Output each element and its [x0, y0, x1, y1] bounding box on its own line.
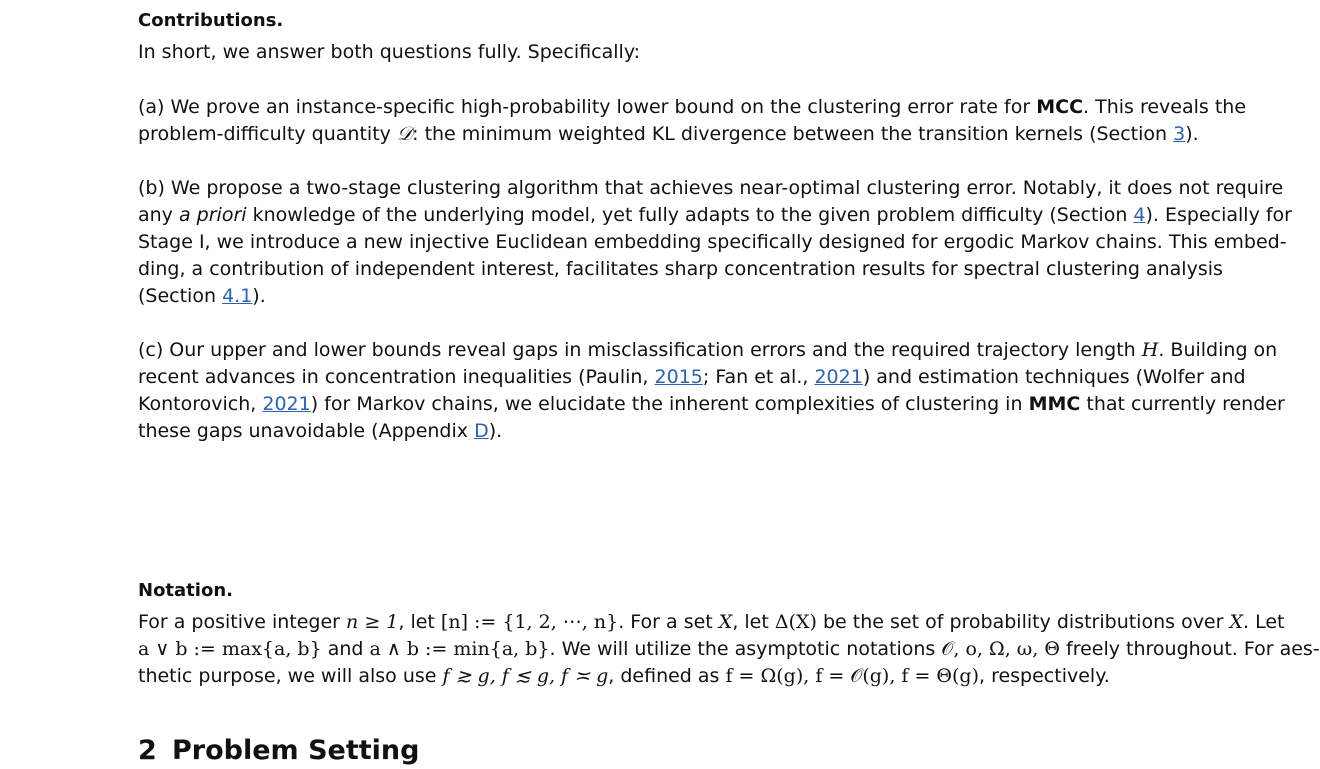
math-min: a ∧ b := min{a, b}: [369, 638, 550, 660]
mcc-label: MCC: [1036, 96, 1084, 118]
section-4-1-link[interactable]: 4.1: [222, 285, 253, 307]
citation-fan-2021[interactable]: 2021: [814, 366, 863, 388]
math-x-2: X: [1229, 611, 1244, 633]
math-definitions: f = Ω(g), f = 𝒪(g), f = Θ(g): [725, 665, 979, 687]
contribution-c-line-1: (c) Our upper and lower bounds reveal gaps in misclassification errors and the required trajectory length H. Building on: [138, 339, 1278, 361]
section-number: 2: [138, 735, 157, 766]
notation-line-2: a ∨ b := max{a, b} and a ∧ b := min{a, b}. We will utilize the asymptotic notations 𝒪, o, Ω, ω, Θ freely throughout. For aes-: [138, 638, 1320, 660]
contribution-a-line-1: (a) We prove an instance-specific high-probability lower bound on the clustering error rate for MCC. This reveals the: [138, 96, 1247, 118]
math-delta-x: Δ(X): [774, 611, 817, 633]
section-3-link[interactable]: 3: [1173, 123, 1186, 145]
contribution-c-line-4: these gaps unavoidable (Appendix D).: [138, 420, 503, 442]
math-n-geq-1: n ≥ 1: [346, 611, 399, 633]
math-relations: f ≳ g, f ≲ g, f ≍ g: [442, 665, 609, 687]
notation-heading: Notation.: [138, 580, 233, 601]
contribution-a-line-2: problem-difficulty quantity 𝒟: the minimum weighted KL divergence between the transition kernels (Section 3).: [138, 123, 1199, 145]
contribution-b-line-3: Stage I, we introduce a new injective Euclidean embedding specifically designed for ergodic Markov chains. This embed-: [138, 231, 1287, 253]
section-title: Problem Setting: [172, 735, 420, 766]
contribution-c-line-3: Kontorovich, 2021) for Markov chains, we elucidate the inherent complexities of clustering in MMC that currently render: [138, 393, 1285, 415]
appendix-d-link[interactable]: D: [474, 420, 489, 442]
contribution-c-line-2: recent advances in concentration inequalities (Paulin, 2015; Fan et al., 2021) and estimation techniques (Wolfer and: [138, 366, 1246, 388]
citation-paulin-2015[interactable]: 2015: [654, 366, 703, 388]
citation-wolfer-2021[interactable]: 2021: [262, 393, 311, 415]
contributions-heading: Contributions.: [138, 10, 284, 31]
contribution-b-line-2: any a priori knowledge of the underlying model, yet fully adapts to the given problem difficulty (Section 4). Especially for: [138, 204, 1292, 226]
math-n-set: [n] := {1, 2, ⋯, n}: [440, 611, 619, 633]
contribution-b-line-4: ding, a contribution of independent interest, facilitates sharp concentration results for spectral clustering analysis: [138, 258, 1223, 280]
mmc-label: MMC: [1028, 393, 1081, 415]
contribution-b-line-5: (Section 4.1).: [138, 285, 266, 307]
contribution-b-line-1: (b) We propose a two-stage clustering algorithm that achieves near-optimal clustering error. Notably, it does not require: [138, 177, 1284, 199]
math-max: a ∨ b := max{a, b}: [138, 638, 322, 660]
contributions-intro: In short, we answer both questions fully. Specifically:: [138, 41, 641, 63]
section-heading: [138, 735, 419, 766]
section-4-link[interactable]: 4: [1133, 204, 1146, 226]
math-x: X: [718, 611, 733, 633]
math-asymptotic: 𝒪, o, Ω, ω, Θ: [941, 638, 1060, 660]
trajectory-length-symbol: H: [1141, 339, 1159, 361]
notation-line-1: For a positive integer n ≥ 1, let [n] := {1, 2, ⋯, n}. For a set X, let Δ(X) be the set of probability distributions over X. Let: [138, 611, 1285, 633]
a-priori-text: a priori: [178, 204, 247, 226]
notation-line-3: thetic purpose, we will also use f ≳ g, f ≲ g, f ≍ g, defined as f = Ω(g), f = 𝒪(g), f = Θ(g), respectively.: [138, 665, 1110, 687]
difficulty-symbol: 𝒟: [396, 123, 413, 145]
